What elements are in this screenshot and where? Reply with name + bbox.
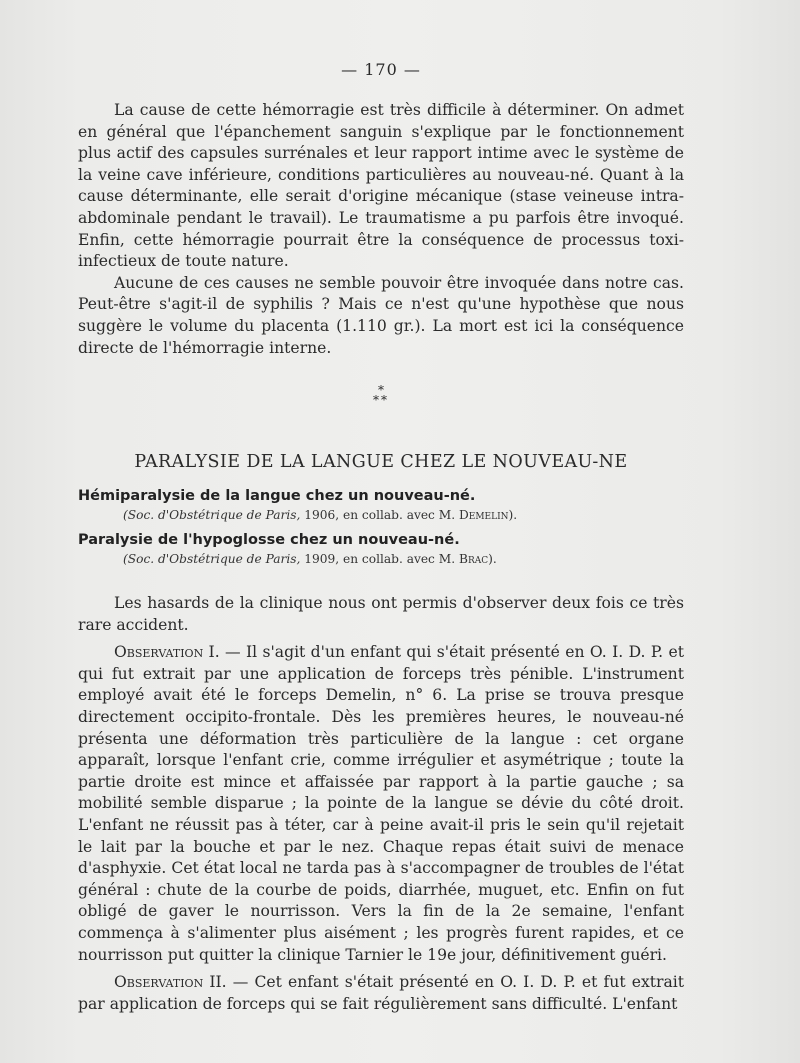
publication-details: 1906, en collab. avec M. (304, 508, 456, 522)
publication-reference (78, 506, 684, 524)
publication-end: ). (508, 508, 518, 522)
publication-item (78, 530, 684, 568)
paragraph-observation-2 (78, 972, 684, 1015)
paragraph-cause: La cause de cette hémorragie est très difficile à déterminer. On admet en général que l'épanchement sanguin s'explique par le fonctionnement plus actif des capsules surrénales et leur rapport intime avec le système de la veine cave inférieure, conditions particulières au nouveau-né. Quant à la cause déterminante, elle serait d'origine mécanique (stase veineuse intra-abdominale pendant le travail). Le traumatisme a pu parfois être invoqué. Enfin, cette hémorragie pourrait être la conséquence de processus toxi-infectieux de toute nature. (78, 101, 684, 271)
intro-section (78, 100, 684, 359)
page-number: — 170 — (341, 60, 421, 79)
paragraph-observation-1 (78, 642, 684, 966)
publication-item (78, 486, 684, 524)
observation-2-label: Observation II. (114, 973, 227, 992)
observation-2-text: — Cet enfant s'était présenté en O. I. D. P. et fut extrait par application de forceps qui se fait régulièrement sans difficulté. L'enfant (78, 973, 685, 1013)
asterism-divider (78, 385, 684, 405)
document-page (78, 0, 684, 1063)
publication-title: Hémiparalysie de la langue chez un nouveau-né. (78, 488, 476, 504)
publication-venue: (Soc. d'Obstétrique de Paris, (123, 552, 301, 566)
observation-1-text: — Il s'agit d'un enfant qui s'était présenté en O. I. D. P. et qui fut extrait par une application de forceps très pénible. L'instrument employé avait été le forceps Demelin, n° 6. La prise se trouva presque directement occipito-frontale. Dès les premières heures, le nouveau-né présenta une déformation très particulière de la langue : cet organe apparaît, lorsque l'enfant crie, comme irrégulier et asymétrique ; toute la partie droite est mince et affaissée par rapport à la partie gauche ; sa mobilité semble disparue ; la pointe de la langue se dévie du côté droit. L'enfant ne réussit pas à téter, car à peine avait-il pris le sein qu'il rejetait le lait par la bouche et par le nez. Chaque repas était suivi de menace d'asphyxie. Cet état local ne tarda pas à s'accompagner de troubles de l'état général : chute de la courbe de poids, diarrhée, muguet, etc. Enfin on fut obligé de gaver le nourrisson. Vers la fin de la 2e semaine, l'enfant commença à s'alimenter plus aisément ; les progrès furent rapides, et ce nourrisson put quitter la clinique Tarnier le 19e jour, définitivement guéri. (78, 643, 684, 964)
publication-coauthor: Demelin (459, 508, 509, 522)
publication-details: 1909, en collab. avec M. (304, 552, 456, 566)
publication-coauthor: Brac (459, 552, 489, 566)
publication-title: Paralysie de l'hypoglosse chez un nouveau-né. (78, 532, 460, 548)
section-title: PARALYSIE DE LA LANGUE CHEZ LE NOUVEAU-NE (134, 452, 628, 472)
asterism-bottom: ** (373, 393, 389, 407)
paragraph-intro: Les hasards de la clinique nous ont permis d'observer deux fois ce très rare accident. (78, 594, 684, 634)
publication-list (78, 486, 684, 574)
observations-section (78, 593, 684, 1015)
publication-end: ). (488, 552, 497, 566)
asterism-top: * (378, 383, 384, 397)
paragraph-case: Aucune de ces causes ne semble pouvoir être invoquée dans notre cas. Peut-être s'agit-il de syphilis ? Mais ce n'est qu'une hypothèse que nous suggère le volume du placenta (1.110 gr.). La mort est ici la conséquence directe de l'hémorragie interne. (78, 273, 684, 357)
publication-venue: (Soc. d'Obstétrique de Paris, (123, 508, 301, 522)
publication-reference (78, 550, 684, 568)
observation-1-label: Observation I. (114, 643, 220, 662)
